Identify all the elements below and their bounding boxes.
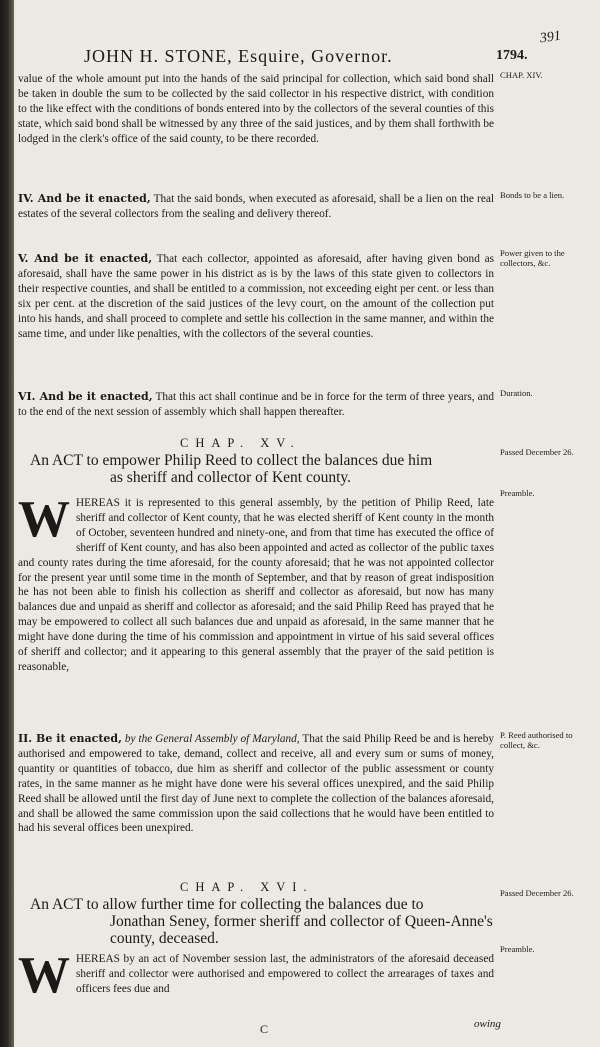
act-xv-title-line2: as sheriff and collector of Kent county. xyxy=(110,469,352,486)
section-ii-head: II. Be it enacted, xyxy=(18,732,122,745)
section-v-text: That each collector, appointed as aforesaid, after having given bond as aforesaid, shall have the same power in his district as is by the laws of this state given to collectors in their respective counties, and shall be entitled to a commission, not exceeding eight per cent. or less than six per cent. at the discretion of the said justices of the levy court, on the amount of the collection put into his hands, and shall proceed to complete and settle his collection in the same manner, and within the same time, and under like penalties, with the collectors of the several counties. xyxy=(18,253,494,340)
act-xvi-title-line1: An ACT to allow further time for collecting the balances due to xyxy=(30,896,424,913)
signature-mark: C xyxy=(260,1022,269,1036)
section-v xyxy=(18,252,494,341)
chapter-xv-heading: CHAP. XV. xyxy=(180,436,301,450)
folio-number: 391 xyxy=(538,28,562,47)
section-ii-italic: by the General Assembly of Maryland, xyxy=(121,733,300,745)
section-iv-text: That the said bonds, when executed as aforesaid, shall be a lien on the real estates of the several collectors from the sealing and delivery thereof. xyxy=(18,193,494,220)
page-year: 1794. xyxy=(496,48,528,63)
section-iv-head: IV. And be it enacted, xyxy=(18,192,151,205)
chapter-xvi-heading: CHAP. XVI. xyxy=(180,880,314,894)
section-vi-head: VI. And be it enacted, xyxy=(18,390,153,403)
drop-cap-w-xvi: W xyxy=(18,947,70,1004)
page-binding-edge xyxy=(0,0,14,1047)
chapter-xv-act-title xyxy=(30,452,498,486)
running-head: JOHN H. STONE, Esquire, Governor. xyxy=(84,46,393,66)
continuation-paragraph xyxy=(18,72,494,147)
act-xv-title-line1: An ACT to empower Philip Reed to collect the balances due him xyxy=(30,452,433,469)
section-vi xyxy=(18,390,494,420)
margin-note-passed-xvi: Passed December 26. xyxy=(500,888,574,898)
section-vi-text: That this act shall continue and be in force for the term of three years, and to the end of the next session of assembly which shall happen thereafter. xyxy=(18,391,494,418)
section-iv xyxy=(18,192,494,222)
preamble-xv-text: HEREAS it is represented to this general assembly, by the petition of Philip Reed, late sheriff and collector of Kent county, that he was elected sheriff of Kent county in the month of October, seventeen hundred and ninety-one, and from that time has executed the office of sheriff of Kent county, and has also been appointed and acted as collector of the public taxes and county rates during the time aforesaid, for the county aforesaid; that he was not appointed collector for the present year until some time in the month of September, and that by reason of great indisposition he has not been able to finish his collection as sheriff and collector as aforesaid, but now has many balances due and unpaid as sheriff and collector as aforesaid; and the said Philip Reed has prayed that he may be empowered to collect all such balances due and unpaid as aforesaid, in the same manner that he might have done during the time of his commission and appointment in virtue of his said several offices of sheriff and collector; and it appearing to this general assembly that the prayer of the said petition is reasonable, xyxy=(18,497,494,673)
drop-cap-w-xv: W xyxy=(18,491,70,548)
preamble-xvi-text: HEREAS by an act of November session last, the administrators of the aforesaid deceased sheriff and collector were authorised and empowered to collect the arrearages of taxes and officers fees due and xyxy=(76,953,494,995)
margin-note-chap-xiv: CHAP. XIV. xyxy=(500,70,543,80)
margin-note-duration: Duration. xyxy=(500,388,533,398)
preamble-xv xyxy=(18,491,494,675)
act-xvi-title-line2: Jonathan Seney, former sheriff and collector of Queen-Anne's county, deceased. xyxy=(110,913,493,947)
section-ii xyxy=(18,732,494,836)
preamble-xvi xyxy=(18,947,494,1004)
margin-note-reed-authorised: P. Reed authorised to collect, &c. xyxy=(500,730,573,750)
margin-note-preamble-xv: Preamble. xyxy=(500,488,535,498)
section-v-head: V. And be it enacted, xyxy=(18,252,153,265)
chapter-xvi-act-title xyxy=(30,896,498,947)
catchword: owing xyxy=(474,1018,501,1030)
page-header xyxy=(14,28,600,70)
section-ii-text: That the said Philip Reed be and is hereby authorised and empowered to take, demand, collect and receive, all and every sum or sums of money, quantity or quantities of tobacco, due him as sheriff and collector of the public assessment or county rates, in the same manner as he might have done were his several offices unexpired, and the said Philip Reed shall be allowed until the first day of June next to complete the collection of the balances aforesaid, and shall be allowed the same commission upon the said collections that he would have been entitled to had his several offices been unexpired. xyxy=(18,733,494,835)
margin-note-bonds-lien: Bonds to be a lien. xyxy=(500,190,565,200)
continuation-text: value of the whole amount put into the hands of the said principal for collection, which said bond shall be taken in double the sum to be collected by the said collector in his respective district, with condition to the like effect with the conditions of bonds entered into by the collectors of the several counties of this state, which said bond shall be witnessed by any three of the said justices, and by them shall forthwith be lodged in the clerk's office of the said county, to be there recorded. xyxy=(18,73,494,145)
margin-note-passed-xv: Passed December 26. xyxy=(500,447,574,457)
margin-note-preamble-xvi: Preamble. xyxy=(500,944,535,954)
margin-note-power-given: Power given to the collectors, &c. xyxy=(500,248,565,268)
